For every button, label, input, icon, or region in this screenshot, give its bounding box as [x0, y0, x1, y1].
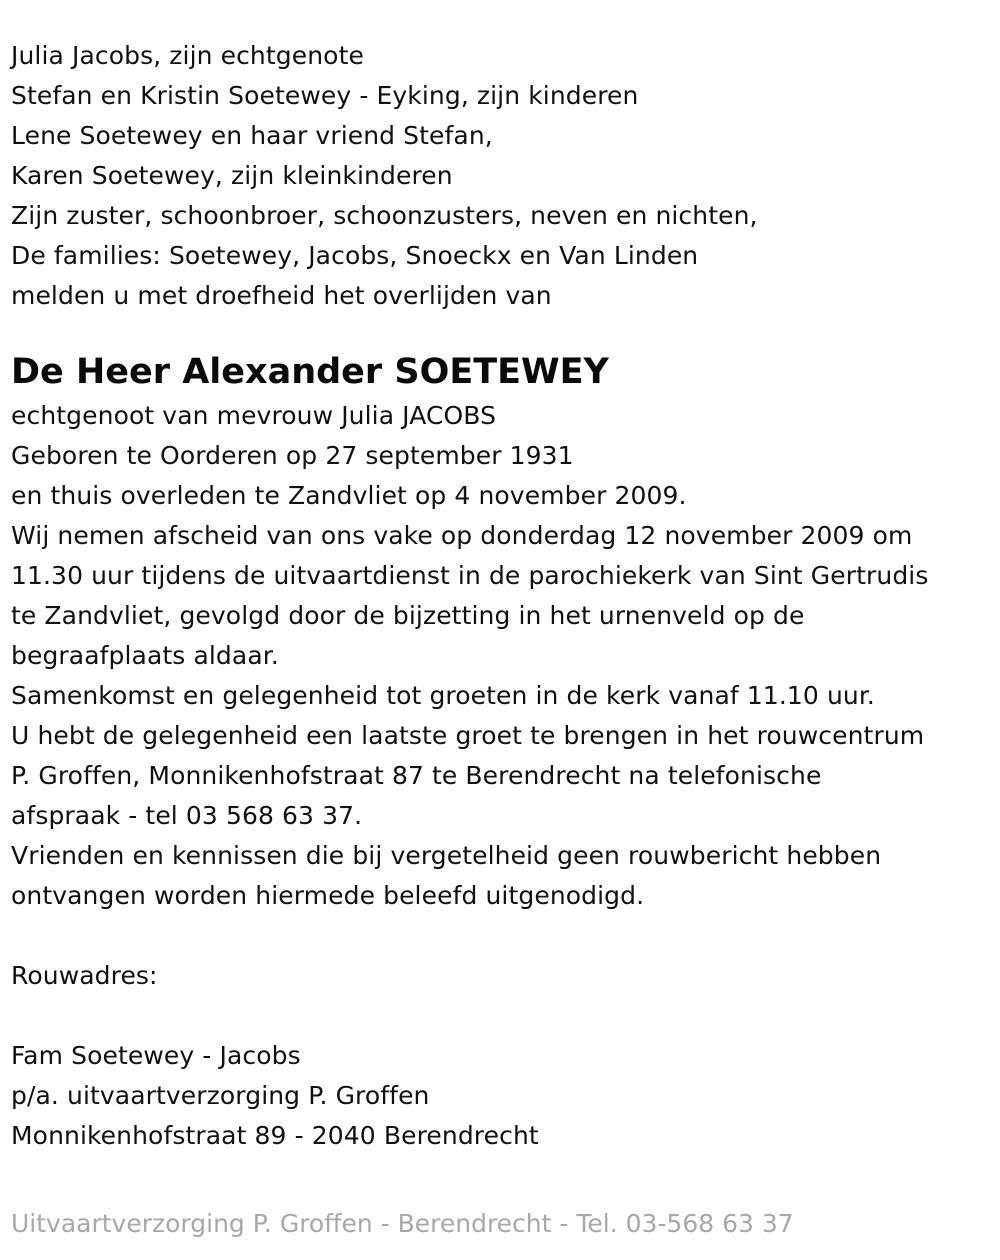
mourner-line: Julia Jacobs, zijn echtgenote	[11, 41, 364, 70]
address-line: Fam Soetewey - Jacobs	[11, 1041, 301, 1070]
announcement-line: melden u met droefheid het overlijden van	[11, 281, 552, 310]
body-line: te Zandvliet, gevolgd door de bijzetting in het urnenveld op de	[11, 601, 805, 630]
mourners-list	[11, 36, 996, 316]
body-line: en thuis overleden te Zandvliet op 4 november 2009.	[11, 481, 687, 510]
body-line: begraafplaats aldaar.	[11, 641, 279, 670]
body-line: 11.30 uur tijdens de uitvaartdienst in de parochiekerk van Sint Gertrudis	[11, 561, 929, 590]
mourner-line: Lene Soetewey en haar vriend Stefan,	[11, 121, 493, 150]
obituary-body	[11, 396, 996, 916]
mourner-line: Zijn zuster, schoonbroer, schoonzusters, neven en nichten,	[11, 201, 758, 230]
funeral-home-footer: Uitvaartverzorging P. Groffen - Berendrecht - Tel. 03-568 63 37	[11, 1209, 794, 1238]
address-line: Monnikenhofstraat 89 - 2040 Berendrecht	[11, 1121, 539, 1150]
deceased-name: De Heer Alexander SOETEWEY	[11, 352, 609, 392]
mourner-line: Stefan en Kristin Soetewey - Eyking, zijn kinderen	[11, 81, 639, 110]
address-label: Rouwadres:	[11, 961, 158, 990]
address-line: p/a. uitvaartverzorging P. Groffen	[11, 1081, 430, 1110]
body-line: echtgenoot van mevrouw Julia JACOBS	[11, 401, 497, 430]
body-line: afspraak - tel 03 568 63 37.	[11, 801, 363, 830]
spacer	[11, 916, 996, 956]
body-line: Geboren te Oorderen op 27 september 1931	[11, 441, 574, 470]
body-line: Vrienden en kennissen die bij vergetelheid geen rouwbericht hebben	[11, 841, 882, 870]
body-line: Samenkomst en gelegenheid tot groeten in de kerk vanaf 11.10 uur.	[11, 681, 875, 710]
spacer	[11, 996, 996, 1036]
body-line: Wij nemen afscheid van ons vake op donderdag 12 november 2009 om	[11, 521, 913, 550]
mourner-line: De families: Soetewey, Jacobs, Snoeckx en Van Linden	[11, 241, 699, 270]
body-line: ontvangen worden hiermede beleefd uitgenodigd.	[11, 881, 645, 910]
mourner-line: Karen Soetewey, zijn kleinkinderen	[11, 161, 453, 190]
body-line: U hebt de gelegenheid een laatste groet te brengen in het rouwcentrum	[11, 721, 925, 750]
obituary-notice	[11, 36, 996, 1156]
body-line: P. Groffen, Monnikenhofstraat 87 te Berendrecht na telefonische	[11, 761, 822, 790]
mourning-address	[11, 956, 996, 1156]
